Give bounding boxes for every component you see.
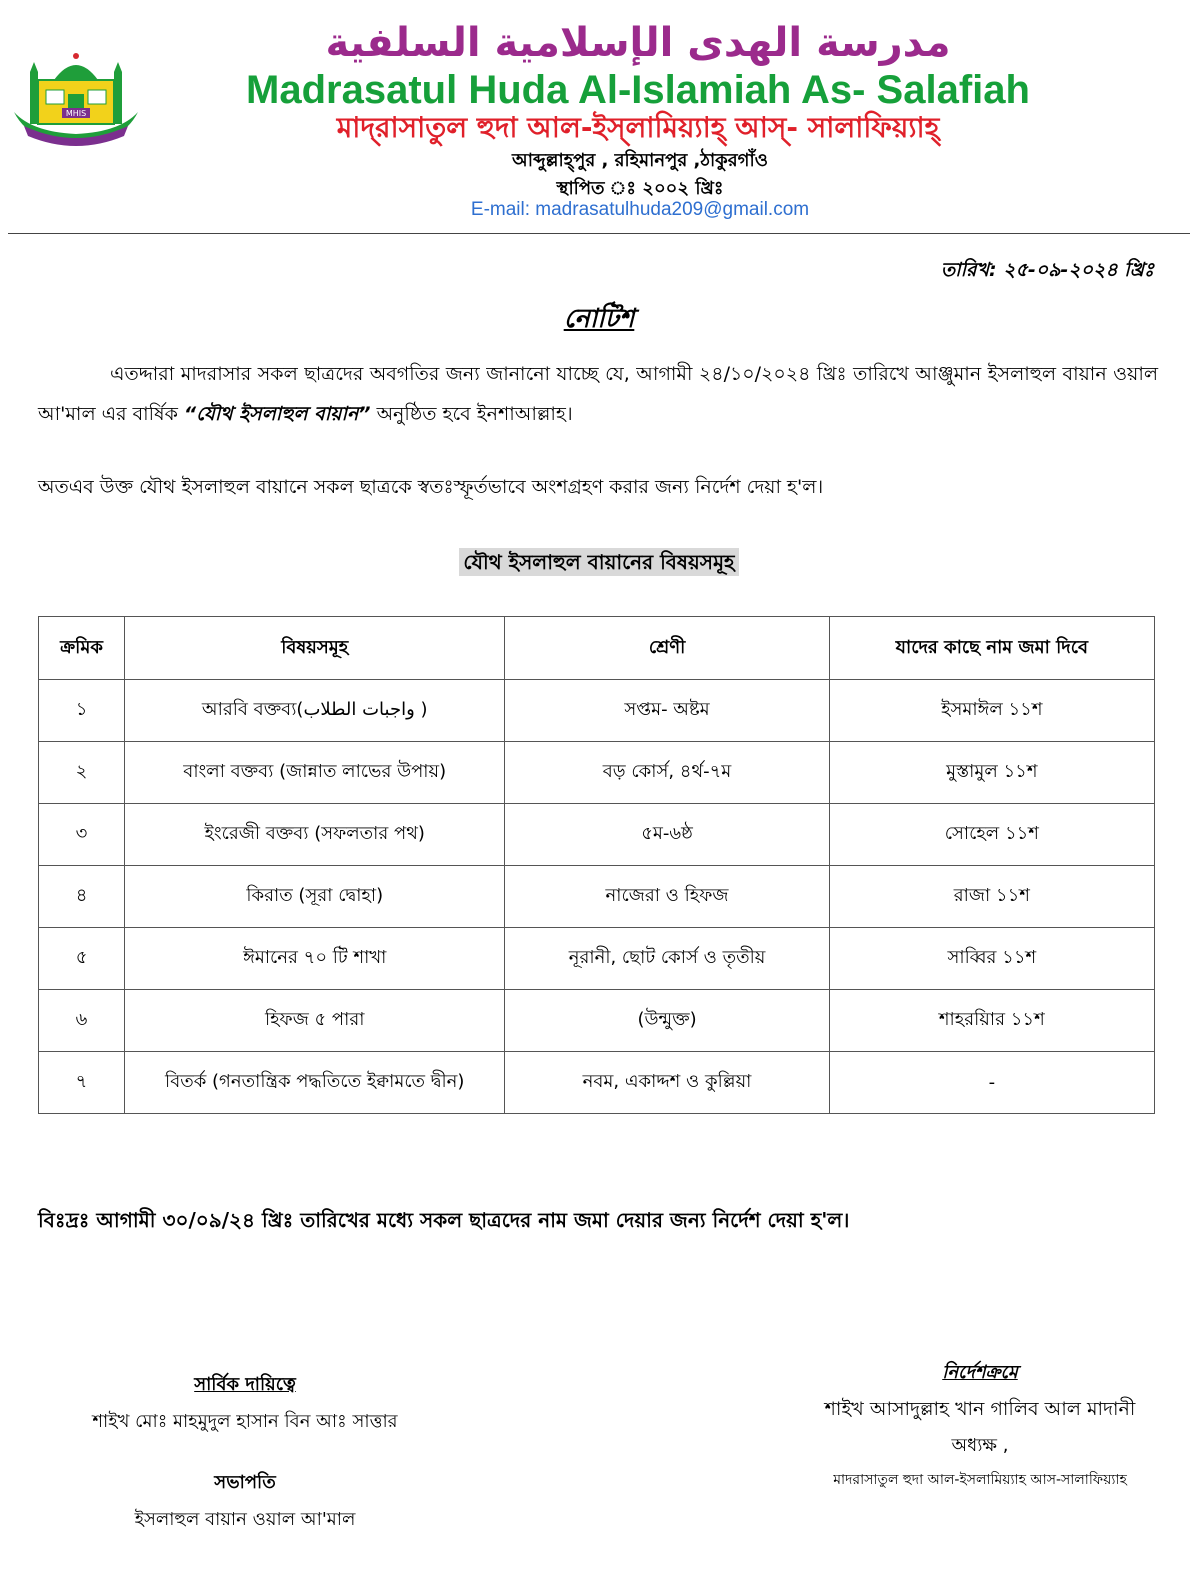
cell-serial: ৭ [39, 1052, 125, 1114]
cell-serial: ৬ [39, 990, 125, 1052]
notice-paragraph-2: অতএব উক্ত যৌথ ইসলাহুল বায়ানে সকল ছাত্রকে স্বতঃস্ফূর্তভাবে অংশগ্রহণ করার জন্য নির্দেশ দেয়া হ'ল। [38, 476, 824, 498]
cell-class: নাজেরা ও হিফজ [505, 866, 829, 928]
cell-subject: হিফজ ৫ পারা [125, 990, 505, 1052]
cell-subject: বিতর্ক (গনতান্ত্রিক পদ্ধতিতে ইক্বামতে দ্বীন) [125, 1052, 505, 1114]
cell-submit-to: সোহেল ১১শ [829, 804, 1154, 866]
subjects-table [38, 616, 1155, 1114]
para1-text-a: এতদ্দারা মাদরাসার সকল ছাত্রদের অবগতির জন্য জানানো যাচ্ছে যে, আগামী ২৪/১০/২০২৪ খ্রিঃ তারিখে আঞ্জুমান ইসলাহুল বায়ান ওয়াল আ'মাল এর বার্ষিক [38, 363, 1158, 425]
notice-title: নোটিশ [563, 304, 635, 334]
subject-heading: যৌথ ইসলাহুল বায়ানের বিষয়সমূহ [459, 548, 738, 576]
cell-class: নবম, একাদ্দশ ও কুল্লিয়া [505, 1052, 829, 1114]
table-row [39, 928, 1155, 990]
signature-overall-responsibility [40, 1370, 450, 1438]
para1-emphasis: “যৌথ ইসলাহুল বায়ান” [183, 403, 371, 425]
madrasa-emblem-icon [10, 46, 142, 146]
cell-serial: ৫ [39, 928, 125, 990]
table-row [39, 742, 1155, 804]
cell-submit-to: মুস্তামুল ১১শ [829, 742, 1154, 804]
table-row [39, 990, 1155, 1052]
signature-institution: মাদরাসাতুল হুদা আল-ইসলামিয়্যাহ আস-সালাফিয়্যাহ [833, 1472, 1127, 1488]
cell-class: (উন্মুক্ত) [505, 990, 829, 1052]
cell-subject: আরবি বক্তব্য(واجبات الطلاب ) [125, 680, 505, 742]
cell-subject: বাংলা বক্তব্য (জান্নাত লাভের উপায়) [125, 742, 505, 804]
established-year: স্থাপিত ঃ ২০০২ খ্রিঃ [556, 178, 724, 199]
arabic-school-name: مدرسة الهدى الإسلامية السلفية [325, 20, 951, 66]
signature-title: অধ্যক্ষ , [951, 1435, 1009, 1456]
school-address: আব্দুল্লাহ্‌পুর , রহিমানপুর ,ঠাকুরগাঁও [512, 150, 768, 171]
para1-text-b: অনুষ্ঠিত হবে ইনশাআল্লাহ। [370, 403, 573, 425]
col-header-serial: ক্রমিক [39, 617, 125, 680]
table-row [39, 680, 1155, 742]
cell-submit-to: - [829, 1052, 1154, 1114]
cell-serial: ৪ [39, 866, 125, 928]
cell-submit-to: সাব্বির ১১শ [829, 928, 1154, 990]
cell-serial: ৩ [39, 804, 125, 866]
signature-role: সার্বিক দায়িত্বে [194, 1374, 296, 1395]
cell-serial: ২ [39, 742, 125, 804]
subject-heading-wrap [0, 548, 1198, 581]
cell-class: ৫ম-৬ষ্ঠ [505, 804, 829, 866]
table-header-row [39, 617, 1155, 680]
cell-class: নূরানী, ছোট কোর্স ও তৃতীয় [505, 928, 829, 990]
cell-submit-to: ইসমাঈল ১১শ [829, 680, 1154, 742]
cell-subject: কিরাত (সূরা দ্বোহা) [125, 866, 505, 928]
cell-serial: ১ [39, 680, 125, 742]
cell-submit-to: রাজা ১১শ [829, 866, 1154, 928]
cell-submit-to: শাহরয়িার ১১শ [829, 990, 1154, 1052]
signature-principal [785, 1358, 1175, 1492]
bangla-school-name: মাদ্‌রাসাতুল হুদা আল-ইস্‌লামিয়্যাহ্‌ আস্‌- সালাফিয়্যাহ্‌ [336, 111, 940, 144]
header-divider [8, 233, 1190, 234]
cell-subject: ইংরেজী বক্তব্য (সফলতার পথ) [125, 804, 505, 866]
signature-name: শাইখ মোঃ মাহমুদুল হাসান বিন আঃ সাত্তার [92, 1411, 398, 1432]
signature-role: নির্দেশক্রমে [942, 1362, 1018, 1383]
school-email: E-mail: madrasatulhuda209@gmail.com [470, 199, 810, 220]
signature-name: শাইখ আসাদুল্লাহ খান গালিব আল মাদানী [824, 1398, 1136, 1420]
cell-subject: ঈমানের ৭০ টি শাখা [125, 928, 505, 990]
table-row [39, 866, 1155, 928]
cell-class: বড় কোর্স, ৪র্থ-৭ম [505, 742, 829, 804]
col-header-subject: বিষয়সমূহ [125, 617, 505, 680]
logo-badge-text: MHIS [65, 109, 87, 118]
col-header-class: শ্রেণী [505, 617, 829, 680]
cell-class: সপ্তম- অষ্টম [505, 680, 829, 742]
col-header-submit-to: যাদের কাছে নাম জমা দিবে [829, 617, 1154, 680]
signature-president [40, 1468, 450, 1536]
table-row [39, 1052, 1155, 1114]
table-row [39, 804, 1155, 866]
english-school-name: Madrasatul Huda Al-Islamiah As- Salafiah [246, 68, 1030, 112]
notice-date: তারিখ: ২৫-০৯-২০২৪ খ্রিঃ [940, 259, 1154, 281]
signature-name: ইসলাহুল বায়ান ওয়াল আ'মাল [134, 1509, 356, 1530]
notice-title-wrap [0, 298, 1198, 342]
notice-paragraph-1 [38, 354, 1158, 434]
note-nb: বিঃদ্রঃ আগামী ৩০/০৯/২৪ খ্রিঃ তারিখের মধ্যে সকল ছাত্রদের নাম জমা দেয়ার জন্য নির্দেশ দেয়া হ'ল। [38, 1208, 850, 1232]
signature-role: সভাপতি [214, 1472, 276, 1493]
